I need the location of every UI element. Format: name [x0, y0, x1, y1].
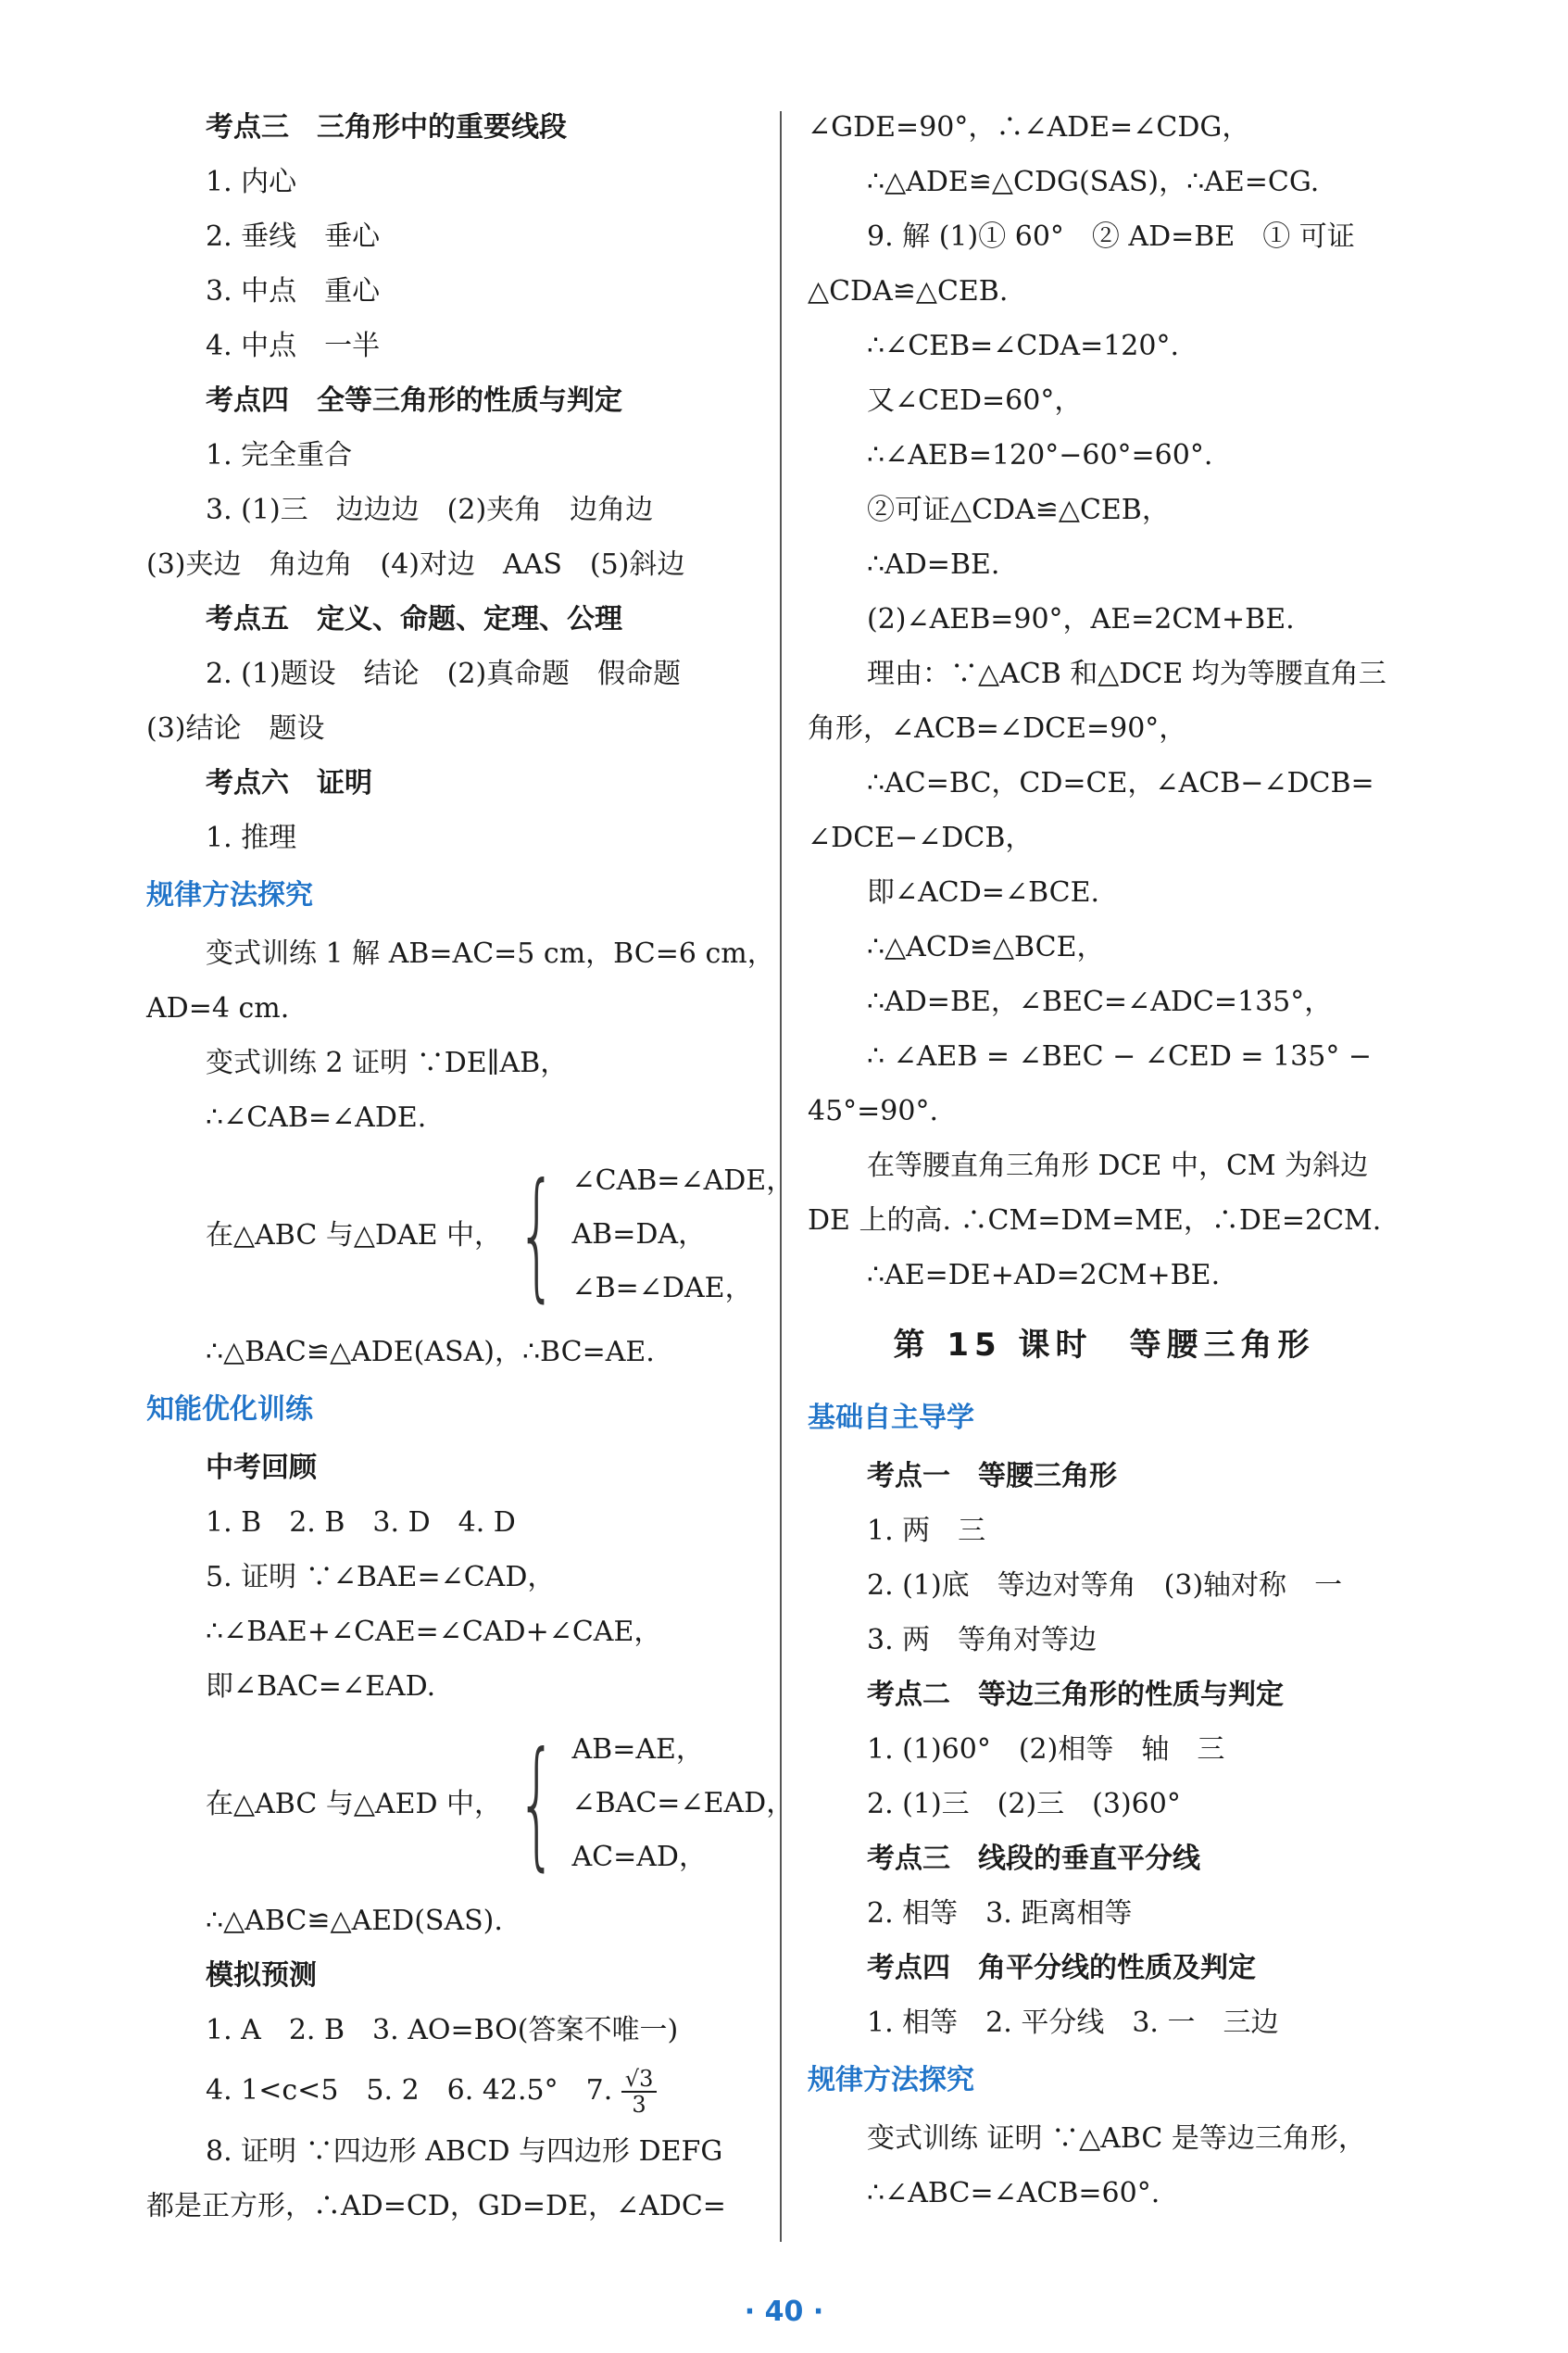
proof-line: 即∠BAC=∠EAD. [206, 1670, 436, 1703]
answer-line: 2. (1)题设 结论 (2)真命题 假命题 [206, 658, 682, 690]
heading-kaodian5: 考点五 定义、命题、定理、公理 [206, 603, 622, 635]
answer-line: 1. (1)60° (2)相等 轴 三 [867, 1733, 1225, 1766]
left-column [146, 100, 795, 2233]
fraction [621, 2067, 658, 2117]
heading-kaodian4: 考点四 全等三角形的性质与判定 [206, 384, 622, 417]
lesson-title: 第 15 课时 等腰三角形 [893, 1327, 1315, 1364]
heading-kaodian1: 考点一 等腰三角形 [867, 1460, 1117, 1492]
system-prefix: 在△ABC 与△DAE 中， [206, 1218, 503, 1252]
proof-line: ∴△ACD≌△BCE， [867, 931, 1105, 963]
proof-line: ②可证△CDA≌△CEB， [867, 494, 1170, 526]
proof-line: △CDA≌△CEB. [808, 275, 1009, 308]
answer-line: 1. 内心 [206, 166, 297, 198]
answer-line: 1. 相等 2. 平分线 3. 一 三边 [867, 2007, 1279, 2039]
proof-line: 8. 证明 ∵四边形 ABCD 与四边形 DEFG [206, 2135, 723, 2168]
heading-kaodian3: 考点三 三角形中的重要线段 [206, 111, 567, 144]
proof-line: ∴AD=BE，∠BEC=∠ADC=135°， [867, 986, 1333, 1018]
proof-line: 变式训练 2 证明 ∵DE∥AB， [206, 1047, 569, 1079]
heading-kaodian3-right: 考点三 线段的垂直平分线 [867, 1843, 1200, 1875]
proof-line: ∴∠ABC=∠ACB=60°. [867, 2177, 1160, 2209]
system-prefix: 在△ABC 与△AED 中， [206, 1787, 503, 1820]
section-heading-method: 规律方法探究 [146, 879, 313, 912]
answer-line: 1. B 2. B 3. D 4. D [206, 1506, 516, 1539]
right-column [808, 100, 1400, 2221]
proof-line: ∴△ABC≌△AED(SAS). [206, 1905, 503, 1937]
proof-line: 在等腰直角三角形 DCE 中，CM 为斜边 [867, 1150, 1369, 1182]
proof-line: ∴∠CEB=∠CDA=120°. [867, 330, 1180, 362]
answer-line: 4. 中点 一半 [206, 330, 381, 362]
proof-line: 角形，∠ACB=∠DCE=90°， [808, 712, 1187, 745]
proof-line: 又∠CED=60°， [867, 384, 1083, 417]
proof-line: ∠GDE=90°，∴∠ADE=∠CDG， [808, 111, 1250, 144]
proof-line: DE 上的高. ∴CM=DM=ME，∴DE=2CM. [808, 1204, 1382, 1237]
proof-line: 变式训练 1 解 AB=AC=5 cm，BC=6 cm， [206, 937, 775, 970]
answer-line: 2. (1)三 (2)三 (3)60° [867, 1788, 1181, 1820]
brace-icon: { [517, 1723, 558, 1884]
proof-line: AD=4 cm. [146, 992, 290, 1025]
proof-line: 45°=90°. [808, 1095, 939, 1127]
equation-system [146, 1723, 795, 1884]
section-heading-method-right: 规律方法探究 [808, 2064, 974, 2096]
answer-line: 3. 两 等角对等边 [867, 1624, 1098, 1656]
system-row: ∠CAB=∠ADE， [571, 1164, 795, 1197]
equation-system [146, 1154, 795, 1315]
answer-line: 2. (1)底 等边对等角 (3)轴对称 一 [867, 1569, 1343, 1602]
fraction-denominator: 3 [632, 2092, 646, 2118]
system-row: ∠BAC=∠EAD， [571, 1787, 795, 1819]
proof-line: ∴AE=DE+AD=2CM+BE. [867, 1259, 1221, 1291]
proof-line: 都是正方形，∴AD=CD，GD=DE，∠ADC= [146, 2190, 726, 2222]
fraction-numerator: √3 [621, 2067, 658, 2093]
proof-line: 变式训练 证明 ∵△ABC 是等边三角形， [867, 2122, 1366, 2155]
answer-line: 1. 完全重合 [206, 439, 353, 472]
brace-icon: { [517, 1154, 558, 1315]
system-row: AC=AD， [571, 1841, 707, 1873]
answer-line: 1. 推理 [206, 822, 297, 854]
proof-line: 9. 解 (1)① 60° ② AD=BE ① 可证 [867, 220, 1355, 253]
answer-text: 4. 1<c<5 5. 2 6. 42.5° 7. [206, 2074, 613, 2107]
system-row: AB=AE， [571, 1733, 704, 1766]
answer-line: 1. A 2. B 3. AO=BO(答案不唯一) [206, 2014, 679, 2046]
heading-kaodian2: 考点二 等边三角形的性质与判定 [867, 1679, 1284, 1711]
proof-line: ∴AC=BC，CD=CE，∠ACB−∠DCB= [867, 767, 1374, 799]
answer-line: 3. (1)三 边边边 (2)夹角 边角边 [206, 494, 654, 526]
answer-line: 1. 两 三 [867, 1515, 986, 1547]
proof-line: ∴AD=BE. [867, 548, 1000, 581]
answer-line: (3)夹边 角边角 (4)对边 AAS (5)斜边 [146, 548, 685, 581]
system-row: ∠B=∠DAE， [571, 1272, 753, 1304]
answer-line: 2. 相等 3. 距离相等 [867, 1897, 1133, 1930]
answer-line [146, 2057, 756, 2124]
proof-line: ∴∠CAB=∠ADE. [206, 1101, 427, 1134]
answer-line: 3. 中点 重心 [206, 275, 381, 308]
heading-kaodian6: 考点六 证明 [206, 767, 372, 799]
proof-line: 5. 证明 ∵∠BAE=∠CAD， [206, 1561, 556, 1593]
proof-line: 即∠ACD=∠BCE. [867, 876, 1100, 909]
section-heading-training: 知能优化训练 [146, 1393, 313, 1426]
proof-line: ∴△BAC≌△ADE(ASA)，∴BC=AE. [206, 1336, 655, 1368]
proof-line: ∠DCE−∠DCB， [808, 822, 1034, 854]
proof-line: ∴∠BAE+∠CAE=∠CAD+∠CAE， [206, 1616, 662, 1648]
answer-line: 2. 垂线 垂心 [206, 220, 381, 253]
proof-line: 理由：∵△ACB 和△DCE 均为等腰直角三 [867, 658, 1386, 690]
answer-line: (3)结论 题设 [146, 712, 325, 745]
subheading-review: 中考回顾 [206, 1452, 317, 1484]
proof-line: ∴ ∠AEB = ∠BEC − ∠CED = 135° − [867, 1040, 1373, 1073]
section-heading-basics: 基础自主导学 [808, 1402, 974, 1434]
proof-line: (2)∠AEB=90°，AE=2CM+BE. [867, 603, 1295, 635]
subheading-mock: 模拟预测 [206, 1959, 317, 1992]
system-row: AB=DA， [571, 1218, 707, 1251]
heading-kaodian4-right: 考点四 角平分线的性质及判定 [867, 1952, 1256, 1984]
proof-line: ∴△ADE≌△CDG(SAS)，∴AE=CG. [867, 166, 1320, 198]
page-number: · 40 · [744, 2296, 824, 2328]
proof-line: ∴∠AEB=120°−60°=60°. [867, 439, 1213, 472]
